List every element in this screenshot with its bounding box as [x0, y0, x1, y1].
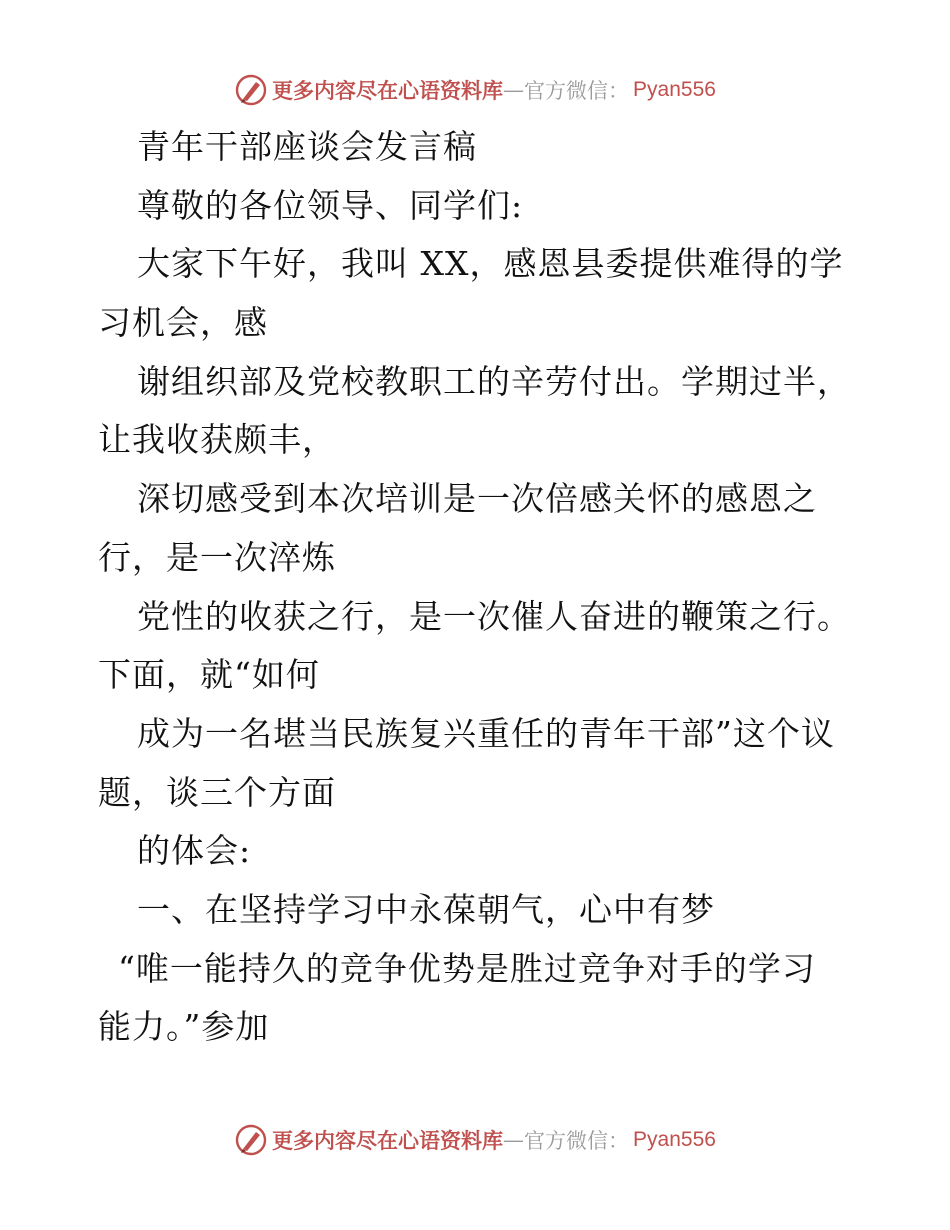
section-heading: 一、在坚持学习中永葆朝气，心中有梦 [137, 889, 715, 929]
paragraph-line: 谢组织部及党校教职工的辛劳付出。学期过半， [137, 361, 851, 401]
banner-gray-text: 官方微信： [524, 1129, 630, 1153]
paragraph-line: 成为一名堪当民族复兴重任的青年干部”这个议 [137, 713, 835, 753]
paragraph-line: 让我收获颇丰， [98, 420, 336, 460]
salutation: 尊敬的各位领导、同学们: [137, 185, 524, 225]
banner-dash: — [503, 1128, 525, 1152]
banner-red-text: 更多内容尽在心语资料库 [272, 1128, 504, 1153]
paragraph-line: 能力。”参加 [98, 1007, 270, 1047]
footer-banner [0, 1120, 950, 1160]
header-banner [0, 70, 950, 110]
pen-logo-icon [234, 1123, 268, 1157]
banner-gray-text: 官方微信： [524, 79, 630, 103]
document-title: 青年干部座谈会发言稿 [137, 127, 477, 166]
paragraph-line: 党性的收获之行，是一次催人奋进的鞭策之行。 [137, 596, 851, 636]
paragraph-line: 深切感受到本次培训是一次倍感关怀的感恩之 [137, 479, 817, 519]
document-body [98, 118, 898, 1057]
banner-red-text: 更多内容尽在心语资料库 [272, 78, 504, 103]
quote-line: “唯一能持久的竞争优势是胜过竞争对手的学习 [118, 948, 816, 988]
paragraph-line: 行，是一次淬炼 [98, 537, 336, 577]
paragraph-line: 习机会，感 [98, 303, 268, 343]
banner-wechat-id: Pyan556 [633, 78, 716, 101]
paragraph-line: 下面，就“如何 [98, 655, 320, 695]
paragraph-line: 题，谈三个方面 [98, 772, 336, 812]
paragraph-line: 的体会: [137, 831, 252, 871]
banner-dash: — [503, 78, 525, 102]
pen-logo-icon [234, 73, 268, 107]
banner-wechat-id: Pyan556 [633, 1128, 716, 1151]
paragraph-line: 大家下午好，我叫 XX，感恩县委提供难得的学 [137, 244, 844, 284]
